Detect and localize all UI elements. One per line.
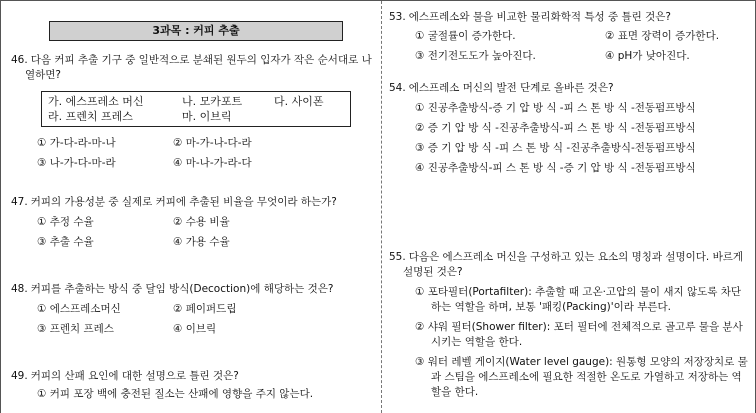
question-48 (11, 282, 377, 337)
option[interactable]: ④ 마-나-가-라-다 (173, 157, 252, 169)
option[interactable]: ① 포타필터(Portafilter): 추출할 때 고온·고압의 물이 새지 않도록 차단하는 역할을 하며, 보통 '패킹(Packing)'이라 부른다. (415, 286, 742, 313)
question-55-text: 55. 다음은 에스프레소 머신을 구성하고 있는 요소의 명칭과 설명이다. 바르게 설명된 것은? (389, 251, 744, 278)
box-item: 다. 사이폰 (274, 95, 324, 108)
option[interactable]: ① 추정 수율 (37, 216, 94, 228)
question-49 (11, 369, 377, 402)
question-46-text: 46. 다음 커피 추출 기구 중 일반적으로 분쇄된 원두의 입자가 작은 순서대로 나열하면? (11, 54, 372, 81)
question-55 (389, 250, 751, 400)
box-item: 나. 모카포트 (182, 95, 243, 108)
option[interactable]: ③ 프렌치 프레스 (37, 323, 114, 335)
option[interactable]: ② 마-가-나-다-라 (173, 137, 252, 149)
option[interactable]: ④ 이브릭 (173, 323, 217, 335)
question-48-options (37, 302, 377, 337)
box-item: 가. 에스프레소 머신 (48, 95, 144, 108)
option[interactable]: ① 진공추출방식-증 기 압 방 식 -피 스 톤 방 식 -전동펌프방식 (415, 102, 696, 114)
option[interactable]: ① 에스프레소머신 (37, 303, 121, 315)
column-divider (381, 1, 382, 413)
option[interactable]: ② 샤워 필터(Shower filter): 포터 필터에 전체적으로 골고루 물을 분사시키는 역할을 한다. (415, 321, 743, 348)
option[interactable]: ③ 나-가-다-마-라 (37, 157, 116, 169)
question-46-options (37, 136, 377, 171)
question-46-box (41, 91, 351, 127)
option[interactable]: ④ 가용 수율 (173, 236, 230, 248)
question-46 (11, 53, 377, 171)
question-48-text: 48. 커피를 추출하는 방식 중 달임 방식(Decoction)에 해당하는 것은? (11, 283, 334, 295)
question-49-text: 49. 커피의 산패 요인에 대한 설명으로 틀린 것은? (11, 370, 239, 382)
right-column (389, 1, 751, 413)
option[interactable]: ② 수용 비율 (173, 216, 230, 228)
option[interactable]: ② 표면 장력이 증가한다. (605, 30, 720, 42)
option[interactable]: ② 증 기 압 방 식 -진공추출방식-피 스 톤 방 식 -전동펌프방식 (415, 122, 696, 134)
question-53-number: 53. (389, 11, 406, 23)
option[interactable]: ③ 증 기 압 방 식 -피 스 톤 방 식 -진공추출방식-전동펌프방식 (415, 142, 696, 154)
option[interactable]: ① 가-다-라-마-나 (37, 137, 116, 149)
question-54-number: 54. (389, 82, 406, 94)
option[interactable]: ② 페이퍼드립 (173, 303, 237, 315)
question-55-number: 55. (389, 251, 406, 263)
question-54 (389, 81, 751, 176)
section-title: 3과목 : 커피 추출 (49, 21, 343, 41)
question-54-text: 54. 에스프레소 머신의 발전 단계로 올바른 것은? (389, 82, 614, 94)
option[interactable]: ④ 진공추출방식-피 스 톤 방 식 -증 기 압 방 식 -전동펌프방식 (415, 162, 696, 174)
box-item: 마. 이브릭 (182, 110, 232, 123)
option[interactable]: ③ 워터 레벨 게이지(Water level gauge): 원통형 모양의 저장장치로 물과 스팀을 에스프레소에 필요한 적절한 온도로 가열하고 저장하는 역할을 한다. (415, 356, 748, 398)
question-47-options (37, 215, 377, 250)
option[interactable]: ④ pH가 낮아진다. (605, 50, 690, 62)
question-47-number: 47. (11, 196, 28, 208)
question-53-text: 53. 에스프레소와 물을 비교한 물리화학적 특성 중 틀린 것은? (389, 11, 671, 23)
question-53-options (415, 29, 751, 64)
question-46-number: 46. (11, 54, 28, 66)
option[interactable]: ③ 전기전도도가 높아진다. (415, 50, 536, 62)
option[interactable]: ① 커피 포장 백에 충전된 질소는 산패에 영향을 주지 않는다. (37, 388, 314, 400)
question-49-number: 49. (11, 370, 28, 382)
question-47 (11, 195, 377, 250)
question-48-number: 48. (11, 283, 28, 295)
option[interactable]: ③ 추출 수율 (37, 236, 94, 248)
option[interactable]: ① 굴절률이 증가한다. (415, 30, 516, 42)
left-column (11, 1, 377, 413)
question-53 (389, 10, 751, 64)
question-47-text: 47. 커피의 가용성분 중 실제로 커피에 추출된 비율을 무엇이라 하는가? (11, 196, 337, 208)
box-item: 라. 프렌치 프레스 (48, 110, 133, 123)
